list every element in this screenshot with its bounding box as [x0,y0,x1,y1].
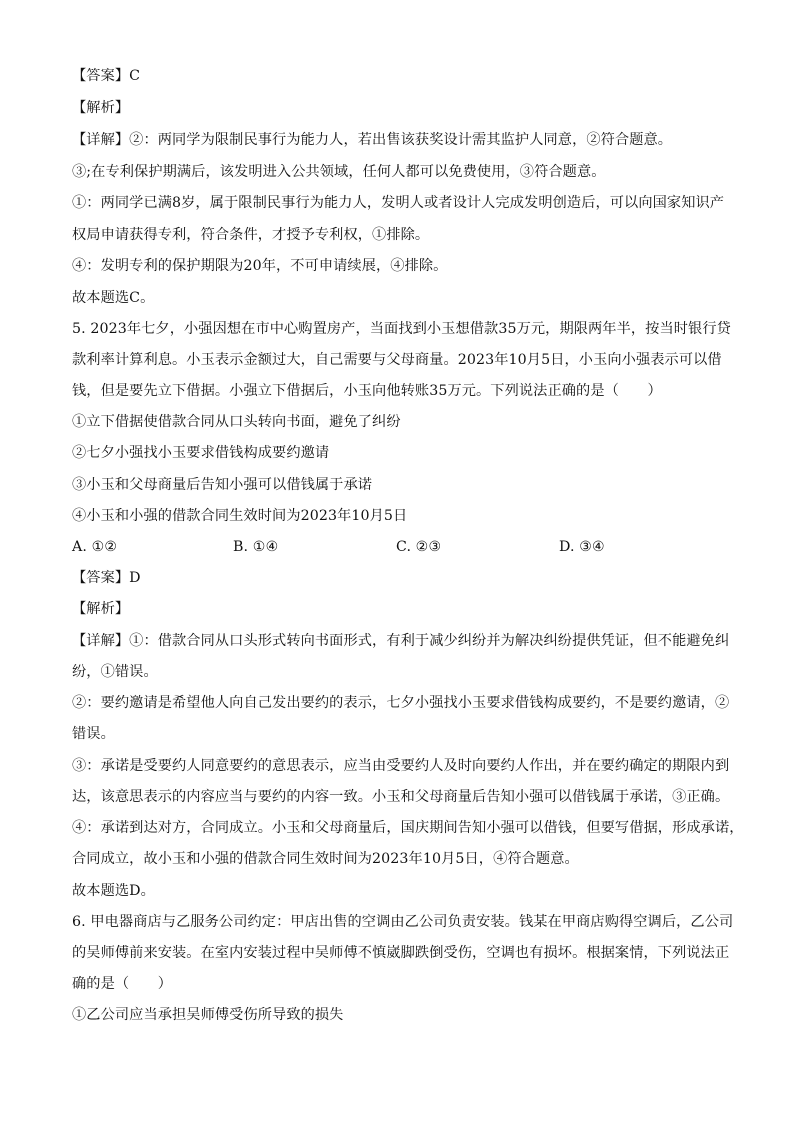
line-detail-3: ①：两同学已满8岁，属于限制民事行为能力人，发明人或者设计人完成发明创造后，可以向国家知识产 [72,195,725,211]
line-detail-6: 【详解】①：借款合同从口头形式转向书面形式，有利于减少纠纷并为解决纠纷提供凭证，但不能避免纠 [72,633,730,649]
line-detail-4: 权局申请获得专利，符合条件，才授予专利权，①排除。 [72,227,430,243]
line-answer-c: 【答案】C [72,68,141,84]
line-conclusion-c: 故本题选C。 [72,290,155,306]
choice-c: C. ②③ [396,539,442,555]
line-analysis-1: 【解析】 [72,100,130,116]
question-6-option-1: ①乙公司应当承担吴师傅受伤所导致的损失 [72,1007,344,1023]
line-detail-9: 错误。 [72,726,115,742]
line-analysis-2: 【解析】 [72,601,130,617]
line-detail-10: ③：承诺是受要约人同意要约的意思表示，应当由受要约人及时向要约人作出，并在要约确定的期限内到 [72,758,730,774]
question-6-line-2: 的吴师傅前来安装。在室内安装过程中吴师傅不慎崴脚跌倒受伤，空调也有损坏。根据案情，下列说法正 [72,945,730,961]
question-5-line-3: 钱，但是要先立下借据。小强立下借据后，小玉向他转账35万元。下列说法正确的是（ ） [72,383,662,399]
question-5-option-2: ②七夕小强找小玉要求借钱构成要约邀请 [72,445,330,461]
question-5-option-3: ③小玉和父母商量后告知小强可以借钱属于承诺 [72,477,373,493]
question-5-option-1: ①立下借据使借款合同从口头转向书面，避免了纠纷 [72,414,401,430]
line-detail-12: ④：承诺到达对方，合同成立。小玉和父母商量后，国庆期间告知小强可以借钱，但要写借据，形成承诺， [72,820,744,836]
choice-a: A. ①② [72,539,118,555]
line-detail-7: 纷，①错误。 [72,664,158,680]
line-detail-8: ②：要约邀请是希望他人向自己发出要约的表示，七夕小强找小玉要求借钱构成要约，不是要约邀请，② [72,695,730,711]
question-5-line-2: 款利率计算利息。小玉表示金额过大，自己需要与父母商量。2023年10月5日，小玉向小强表示可以借 [72,352,722,368]
line-detail-2: ③;在专利保护期满后，该发明进入公共领域，任何人都可以免费使用，③符合题意。 [72,164,606,180]
question-5-option-4: ④小玉和小强的借款合同生效时间为2023年10月5日 [72,508,408,524]
line-conclusion-d: 故本题选D。 [72,883,155,899]
question-6-line-3: 确的是（ ） [72,976,173,992]
choice-b: B. ①④ [233,539,279,555]
choice-d: D. ③④ [559,539,605,555]
question-6-line-1: 6. 甲电器商店与乙服务公司约定：甲店出售的空调由乙公司负责安装。钱某在甲商店购得空调后，乙公司 [72,914,734,930]
line-detail-5: ④：发明专利的保护期限为20年，不可申请续展，④排除。 [72,258,448,274]
question-5-line-1: 5. 2023年七夕，小强因想在市中心购置房产，当面找到小玉想借款35万元，期限两年半，按当时银行贷 [72,321,731,337]
line-detail-13: 合同成立，故小玉和小强的借款合同生效时间为2023年10月5日，④符合题意。 [72,851,579,867]
line-detail-1: 【详解】②：两同学为限制民事行为能力人，若出售该获奖设计需其监护人同意，②符合题意。 [72,132,673,148]
question-5-choices [72,538,732,556]
line-detail-11: 达，该意思表示的内容应当与要约的内容一致。小玉和父母商量后告知小强可以借钱属于承诺，③正确。 [72,789,730,805]
line-answer-d: 【答案】D [72,570,141,586]
